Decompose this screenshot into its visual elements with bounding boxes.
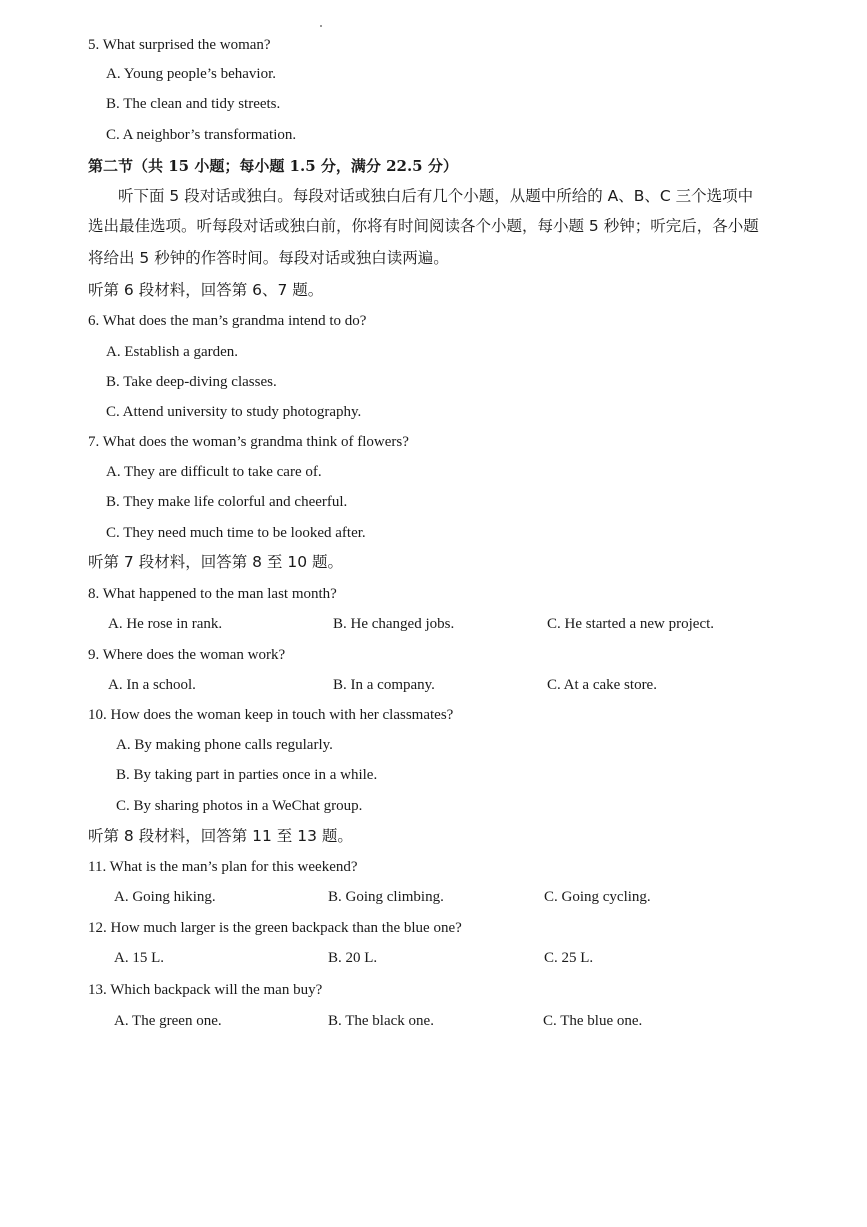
question-6-stem: 6. What does the man’s grandma intend to do? bbox=[88, 313, 367, 329]
section-2-instruction-line-2: 选出最佳选项。听每段对话或独白前，你将有时间阅读各个小题，每小题 5 秒钟；听完后，各小题 bbox=[88, 217, 759, 235]
question-13-option-c: C. The blue one. bbox=[543, 1013, 643, 1029]
question-6-option-c: C. Attend university to study photography. bbox=[106, 404, 362, 420]
question-11-stem: 11. What is the man’s plan for this weekend? bbox=[88, 859, 358, 875]
question-10-option-c: C. By sharing photos in a WeChat group. bbox=[116, 798, 363, 814]
question-12-option-a: A. 15 L. bbox=[114, 950, 164, 966]
question-12-options bbox=[0, 947, 867, 969]
question-10-option-a: A. By making phone calls regularly. bbox=[116, 737, 333, 753]
question-7-option-c: C. They need much time to be looked after. bbox=[106, 525, 366, 541]
question-11-option-b: B. Going climbing. bbox=[328, 889, 444, 905]
question-8-stem: 8. What happened to the man last month? bbox=[88, 586, 337, 602]
section-2-heading: 第二节（共 15 小题；每小题 1.5 分，满分 22.5 分） bbox=[88, 157, 458, 175]
question-7-stem: 7. What does the woman’s grandma think of flowers? bbox=[88, 434, 409, 450]
question-13-option-a: A. The green one. bbox=[114, 1013, 222, 1029]
question-5-option-b: B. The clean and tidy streets. bbox=[106, 96, 281, 112]
passage-8-label: 听第 8 段材料，回答第 11 至 13 题。 bbox=[88, 827, 353, 845]
question-12-option-b: B. 20 L. bbox=[328, 950, 378, 966]
question-5-option-c: C. A neighbor’s transformation. bbox=[106, 127, 297, 143]
question-13-stem: 13. Which backpack will the man buy? bbox=[88, 982, 323, 998]
passage-7-label: 听第 7 段材料，回答第 8 至 10 题。 bbox=[88, 553, 344, 571]
question-6-option-a: A. Establish a garden. bbox=[106, 344, 239, 360]
question-9-option-a: A. In a school. bbox=[108, 677, 196, 693]
question-9-options bbox=[0, 674, 867, 696]
question-5-option-a: A. Young people’s behavior. bbox=[106, 66, 276, 82]
question-6-option-b: B. Take deep-diving classes. bbox=[106, 374, 277, 390]
question-13-options bbox=[0, 1010, 867, 1032]
question-13-option-b: B. The black one. bbox=[328, 1013, 434, 1029]
question-7-option-b: B. They make life colorful and cheerful. bbox=[106, 494, 348, 510]
question-10-option-b: B. By taking part in parties once in a while. bbox=[116, 767, 378, 783]
question-8-option-b: B. He changed jobs. bbox=[333, 616, 455, 632]
section-2-instruction-line-1: 听下面 5 段对话或独白。每段对话或独白后有几个小题，从题中所给的 A、B、C 三个选项中 bbox=[118, 187, 754, 205]
question-8-option-c: C. He started a new project. bbox=[547, 616, 715, 632]
question-9-option-b: B. In a company. bbox=[333, 677, 435, 693]
question-12-stem: 12. How much larger is the green backpack than the blue one? bbox=[88, 920, 462, 936]
question-11-option-a: A. Going hiking. bbox=[114, 889, 216, 905]
question-9-stem: 9. Where does the woman work? bbox=[88, 647, 286, 663]
question-9-option-c: C. At a cake store. bbox=[547, 677, 657, 693]
question-11-option-c: C. Going cycling. bbox=[544, 889, 651, 905]
question-8-options bbox=[0, 613, 867, 635]
question-7-option-a: A. They are difficult to take care of. bbox=[106, 464, 322, 480]
question-11-options bbox=[0, 886, 867, 908]
question-8-option-a: A. He rose in rank. bbox=[108, 616, 223, 632]
question-5-stem: 5. What surprised the woman? bbox=[88, 37, 271, 53]
passage-6-label: 听第 6 段材料，回答第 6、7 题。 bbox=[88, 281, 324, 299]
section-2-instruction-line-3: 将给出 5 秒钟的作答时间。每段对话或独白读两遍。 bbox=[88, 249, 449, 267]
scan-speck bbox=[320, 25, 322, 27]
question-12-option-c: C. 25 L. bbox=[544, 950, 594, 966]
question-10-stem: 10. How does the woman keep in touch with her classmates? bbox=[88, 707, 454, 723]
